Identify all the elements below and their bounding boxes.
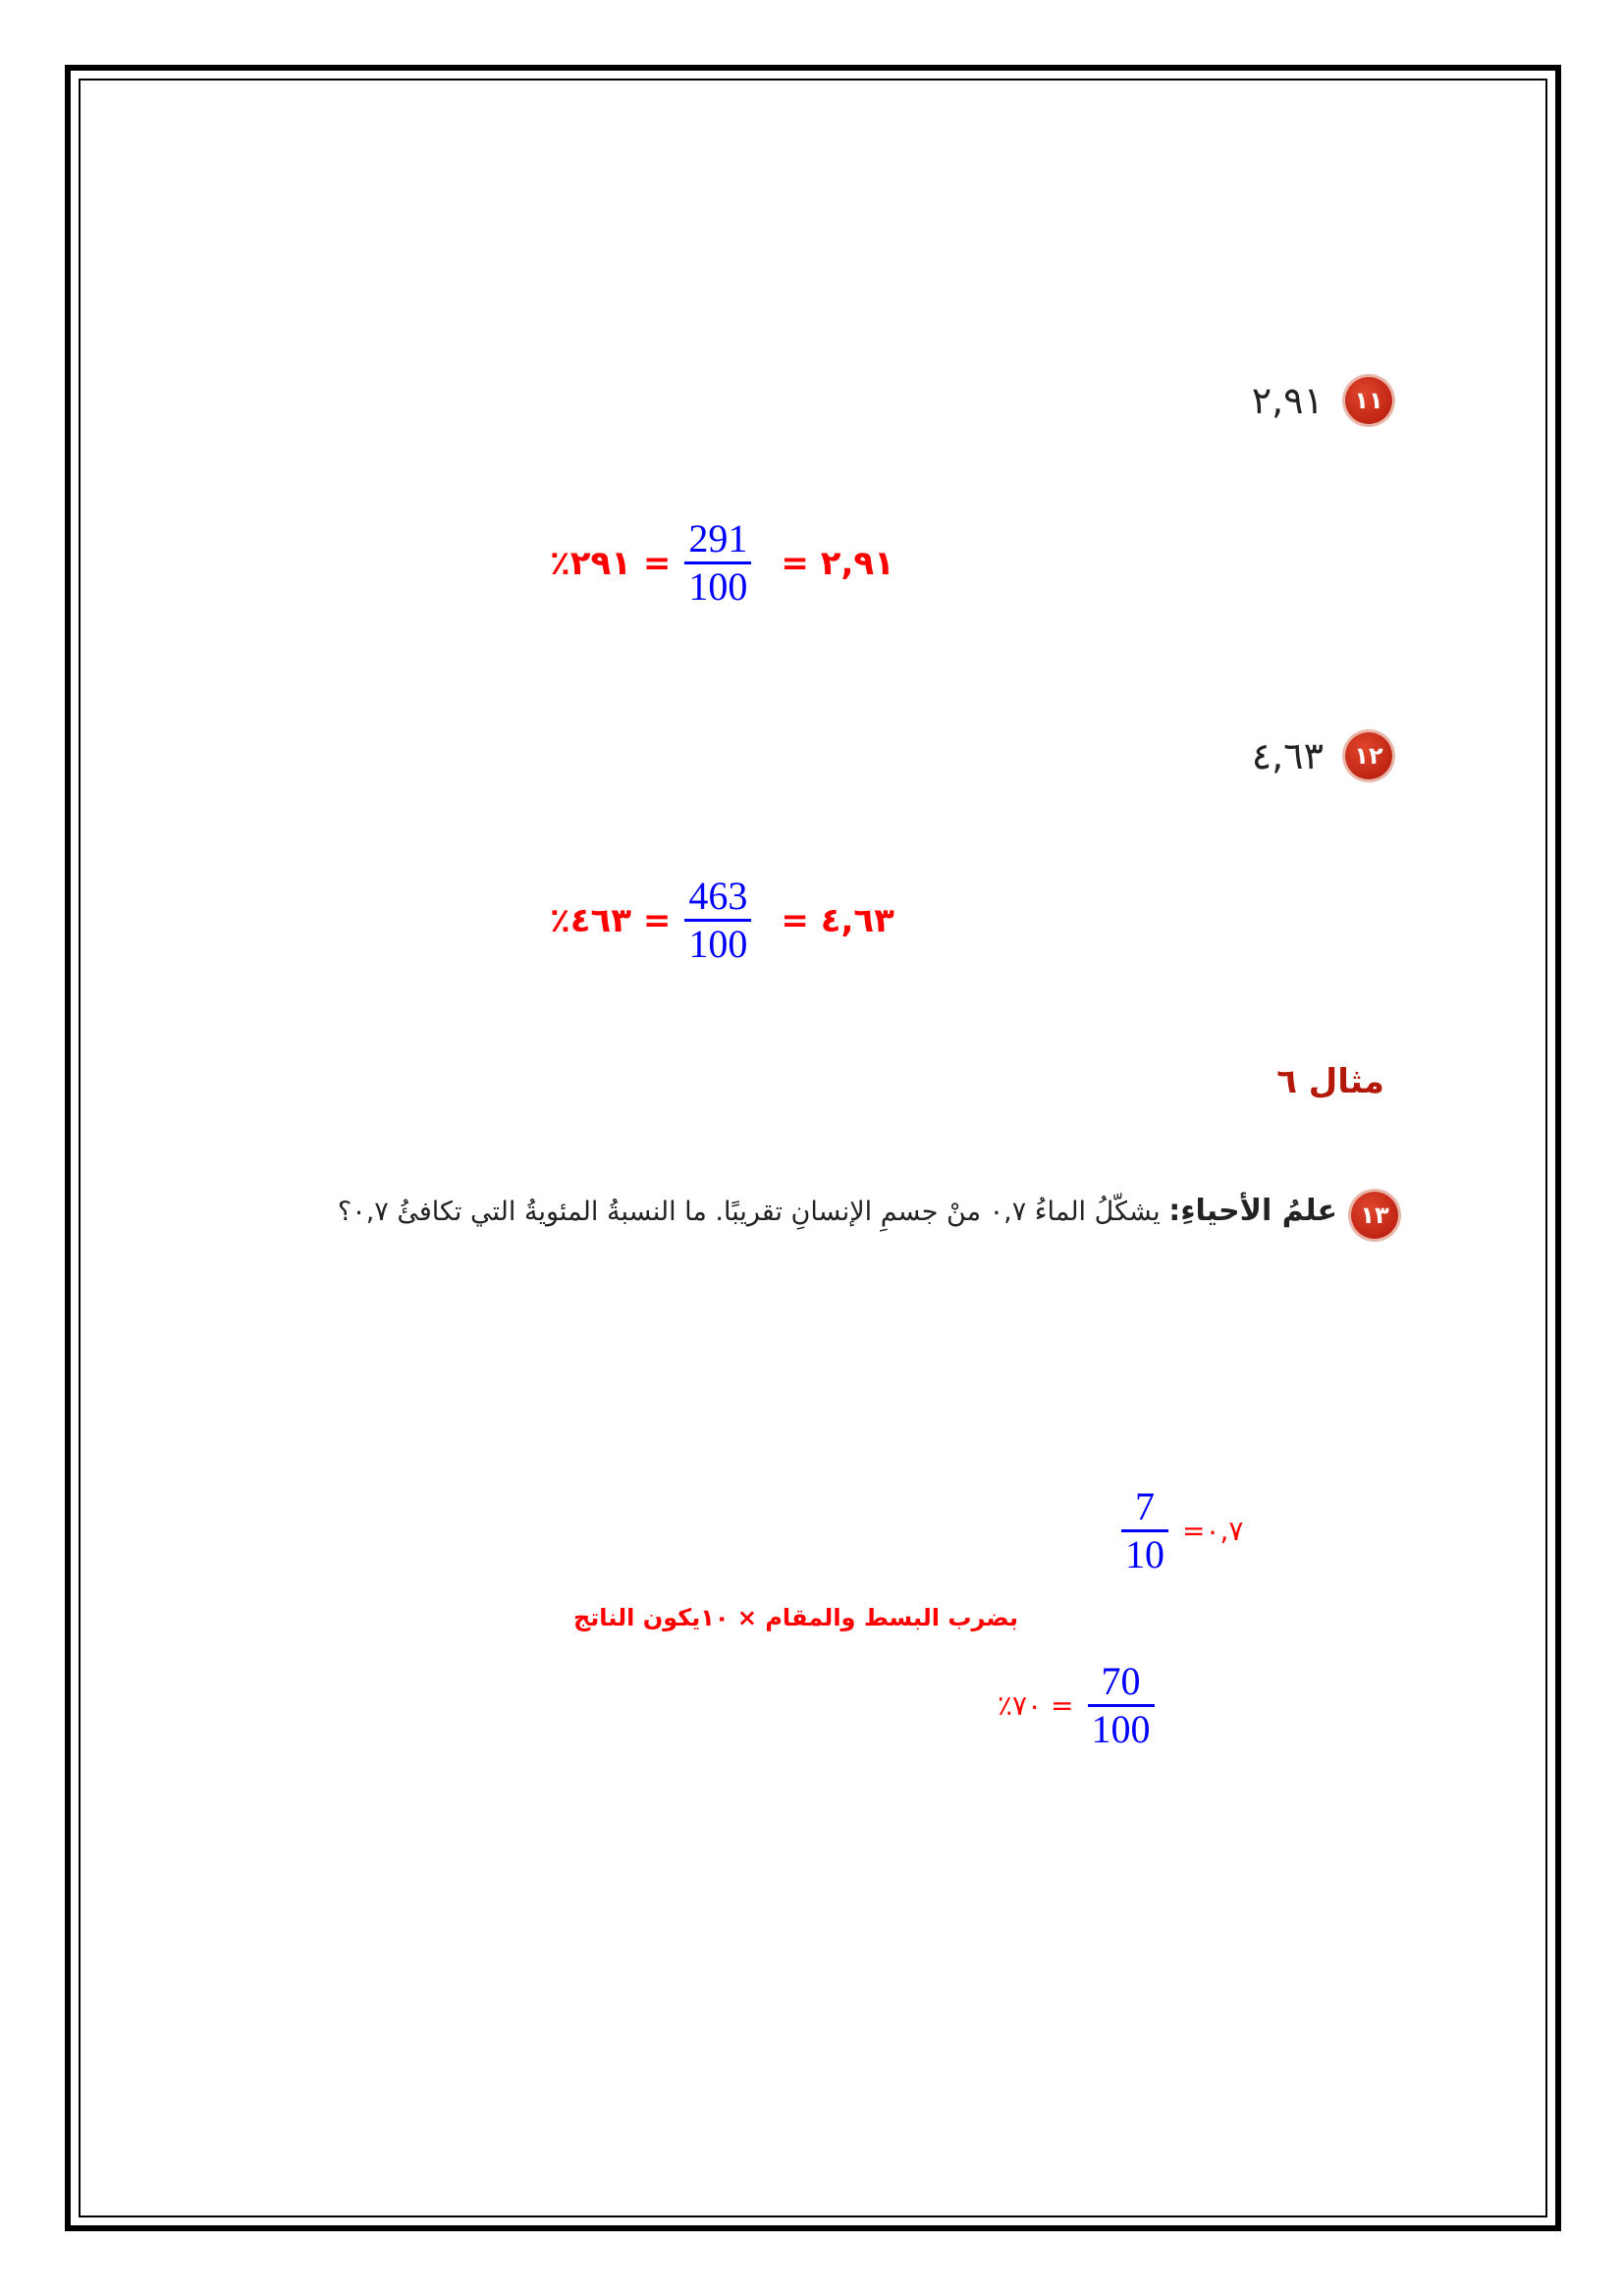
problem-body: يشكّلُ الماءُ ٠,٧ منْ جسمِ الإنسانِ تقريبًا. ما النسبةُ المئويةُ التي تكافئُ ٠,٧؟ bbox=[337, 1197, 1161, 1227]
solution-note: بضرب البسط والمقام × ١٠يكون الناتج bbox=[573, 1604, 1019, 1631]
solution-13-step1 bbox=[1121, 1486, 1243, 1575]
question-12 bbox=[1252, 732, 1392, 779]
fraction bbox=[1088, 1661, 1155, 1750]
denominator: 10 bbox=[1125, 1532, 1164, 1576]
fraction bbox=[1121, 1486, 1168, 1575]
question-13 bbox=[71, 1186, 1398, 1239]
question-value: ٢,٩١ bbox=[1251, 379, 1324, 422]
solution-12 bbox=[550, 876, 894, 965]
question-number-badge: ١٣ bbox=[1351, 1192, 1398, 1239]
question-number-badge: ١٢ bbox=[1345, 732, 1392, 779]
problem-keyword: علمُ الأحياءِ: bbox=[1168, 1194, 1337, 1228]
example-title: مثال ٦ bbox=[1276, 1062, 1384, 1101]
denominator: 100 bbox=[688, 564, 748, 609]
problem-text bbox=[71, 1186, 1337, 1236]
percent-result: ٪٢٩١ = bbox=[550, 543, 672, 583]
numerator: 463 bbox=[688, 874, 748, 918]
question-number-badge: ١١ bbox=[1345, 377, 1392, 424]
denominator: 100 bbox=[1091, 1707, 1151, 1751]
decimal-value: =٠,٧ bbox=[1182, 1515, 1244, 1547]
percent-result: ٪٤٦٣ = bbox=[550, 900, 672, 940]
fraction bbox=[684, 876, 751, 965]
fraction bbox=[684, 518, 751, 608]
numerator: 7 bbox=[1135, 1484, 1155, 1528]
solution-13-step2 bbox=[998, 1661, 1155, 1750]
numerator: 291 bbox=[688, 516, 748, 561]
numerator: 70 bbox=[1101, 1659, 1141, 1703]
percent-result: ٪٧٠ = bbox=[998, 1689, 1074, 1722]
decimal-value: = ٤,٦٣ bbox=[781, 900, 894, 940]
question-value: ٤,٦٣ bbox=[1251, 734, 1324, 777]
denominator: 100 bbox=[688, 922, 748, 966]
solution-11 bbox=[550, 518, 894, 608]
decimal-value: = ٢,٩١ bbox=[781, 543, 894, 583]
question-11 bbox=[1252, 377, 1392, 424]
